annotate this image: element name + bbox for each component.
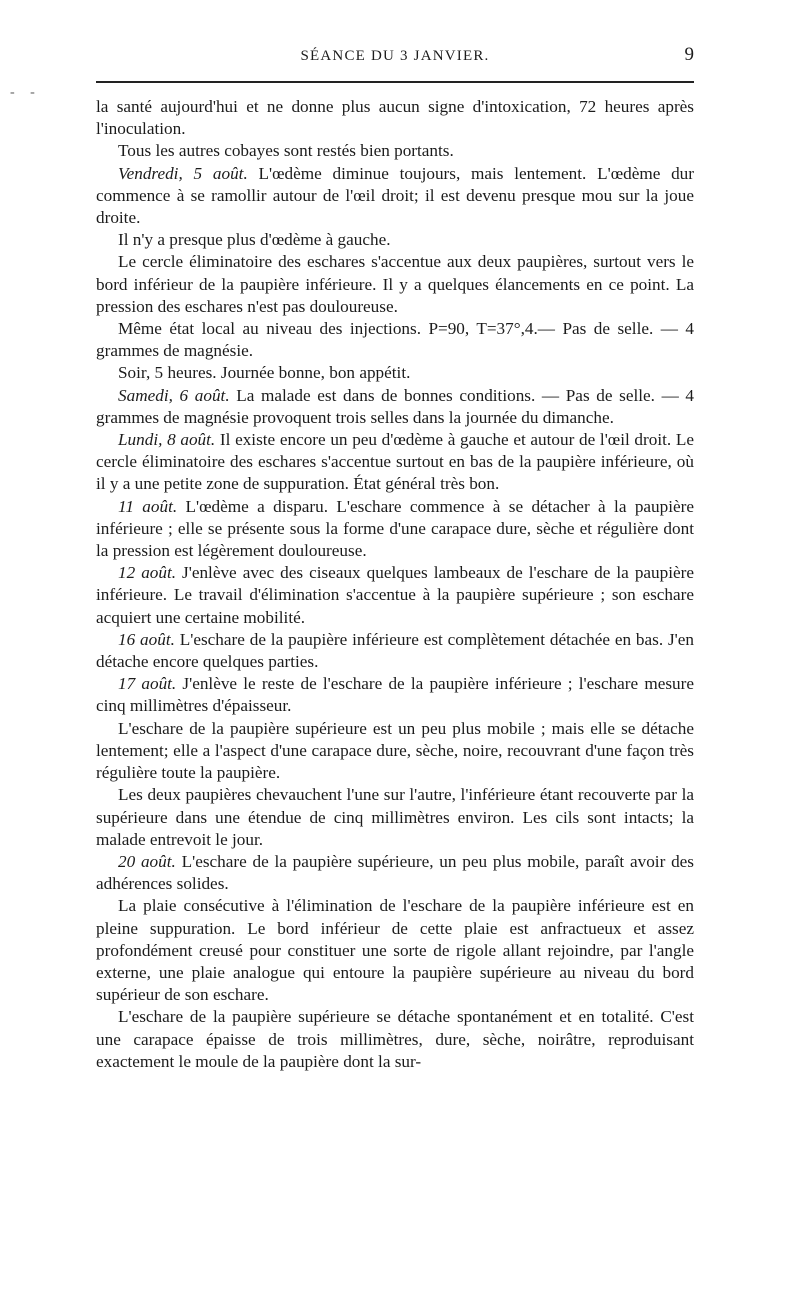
paragraph-lead: 11 août. xyxy=(118,496,178,516)
page-number: 9 xyxy=(684,44,694,65)
paragraph xyxy=(96,851,694,895)
page-header xyxy=(96,44,694,74)
paragraph xyxy=(96,629,694,673)
paragraph-text: Il n'y a presque plus d'œdème à gauche. xyxy=(118,230,391,250)
paragraph-text: la santé aujourd'hui et ne donne plus aucun signe d'intoxication, 72 heures après l'inoculation. xyxy=(96,97,694,139)
paragraph xyxy=(96,784,694,851)
paragraph xyxy=(96,362,694,384)
paragraph xyxy=(96,163,694,230)
paragraph-text: Les deux paupières chevauchent l'une sur l'autre, l'inférieure étant recouverte par la supérieure dans une étendue de cinq millimètres environ. Les cils sont intacts; la malade entrevoit le jour. xyxy=(96,785,694,849)
paragraph-text: L'eschare de la paupière inférieure est complètement détachée en bas. J'en détache encore quelques parties. xyxy=(96,629,695,672)
paragraph-lead: Vendredi, 5 août. xyxy=(118,163,248,183)
paragraph xyxy=(96,718,694,785)
paragraph-text: L'œdème diminue toujours, mais lentement. L'œdème dur commence à se ramollir autour de l'œil droit; il est devenu presque mou sur la joue droite. xyxy=(96,163,695,228)
paragraph xyxy=(96,1006,694,1073)
paragraph-text: L'eschare de la paupière supérieure, un peu plus mobile, paraît avoir des adhérences solides. xyxy=(96,851,694,894)
paragraph-lead: Samedi, 6 août. xyxy=(118,385,230,405)
paragraph xyxy=(96,385,694,429)
paragraph xyxy=(96,318,694,362)
running-title: SÉANCE DU 3 JANVIER. xyxy=(300,48,490,64)
paragraph-text: La malade est dans de bonnes conditions. — Pas de selle. — 4 grammes de magnésie provoquent trois selles dans la journée du dimanche. xyxy=(96,385,694,427)
header-rule xyxy=(96,81,694,83)
paragraph xyxy=(96,140,694,162)
paragraph-text: J'enlève le reste de l'eschare de la paupière inférieure ; l'eschare mesure cinq millimètres d'épaisseur. xyxy=(96,674,694,716)
paragraph-text: L'eschare de la paupière supérieure est un peu plus mobile ; mais elle se détache lentement; elle a l'aspect d'une carapace dure, sèche, noire, recouvrant d'une façon très régulière toute la paupière. xyxy=(96,718,694,783)
paragraph-lead: Lundi, 8 août. xyxy=(118,430,216,450)
paragraph xyxy=(96,562,694,629)
paragraph-text: L'œdème a disparu. L'eschare commence à se détacher à la paupière inférieure ; elle se présente sous la forme d'une carapace dure, sèche et régulière dont la pression est légèrement douloureuse. xyxy=(96,496,695,561)
paragraph-text: La plaie consécutive à l'élimination de l'eschare de la paupière inférieure est en pleine suppuration. Le bord inférieur de cette plaie est anfractueux et assez profondément creusé pour constituer une sorte de rigole allant rejoindre, par l'angle externe, une plaie analogue qui entoure la paupière supérieure au niveau du bord supérieur de son eschare. xyxy=(96,896,694,1005)
margin-mark: - - xyxy=(10,85,41,100)
paragraph xyxy=(96,229,694,251)
paragraph-text: Même état local au niveau des injections. P=90, T=37°,4.— Pas de selle. — 4 grammes de magnésie. xyxy=(96,319,694,361)
paragraph-lead: 20 août. xyxy=(118,851,176,871)
paragraph xyxy=(96,429,694,496)
paragraph-lead: 17 août. xyxy=(118,674,177,694)
paragraph-lead: 16 août. xyxy=(118,629,175,649)
paragraph xyxy=(96,496,694,563)
paragraph-text: Soir, 5 heures. Journée bonne, bon appétit. xyxy=(118,363,411,383)
paragraph-text: Il existe encore un peu d'œdème à gauche et autour de l'œil droit. Le cercle éliminatoire des eschares s'accentue surtout en bas de la paupière inférieure, où il y a une petite zone de suppuration. État général très bon. xyxy=(96,430,694,494)
paragraph-text: L'eschare de la paupière supérieure se détache spontanément et en totalité. C'est une carapace épaisse de trois millimètres, dure, sèche, noirâtre, reproduisant exactement le moule de la paupière dont la sur- xyxy=(96,1007,694,1071)
paragraph-text: J'enlève avec des ciseaux quelques lambeaux de l'eschare de la paupière inférieure. Le travail d'élimination s'accentue à la paupière supérieure ; son eschare acquiert une certaine mobilité. xyxy=(96,563,694,627)
body-text xyxy=(96,96,694,1073)
paragraph xyxy=(96,251,694,318)
paragraph xyxy=(96,673,694,717)
paragraph xyxy=(96,96,694,140)
paragraph-text: Tous les autres cobayes sont restés bien portants. xyxy=(118,141,454,161)
paragraph-text: Le cercle éliminatoire des eschares s'accentue aux deux paupières, surtout vers le bord inférieur de la paupière inférieure. Il y a quelques élancements en ce point. La pression des eschares n'est pas douloureuse. xyxy=(96,252,694,316)
paragraph-lead: 12 août. xyxy=(118,563,177,583)
paragraph xyxy=(96,895,694,1006)
